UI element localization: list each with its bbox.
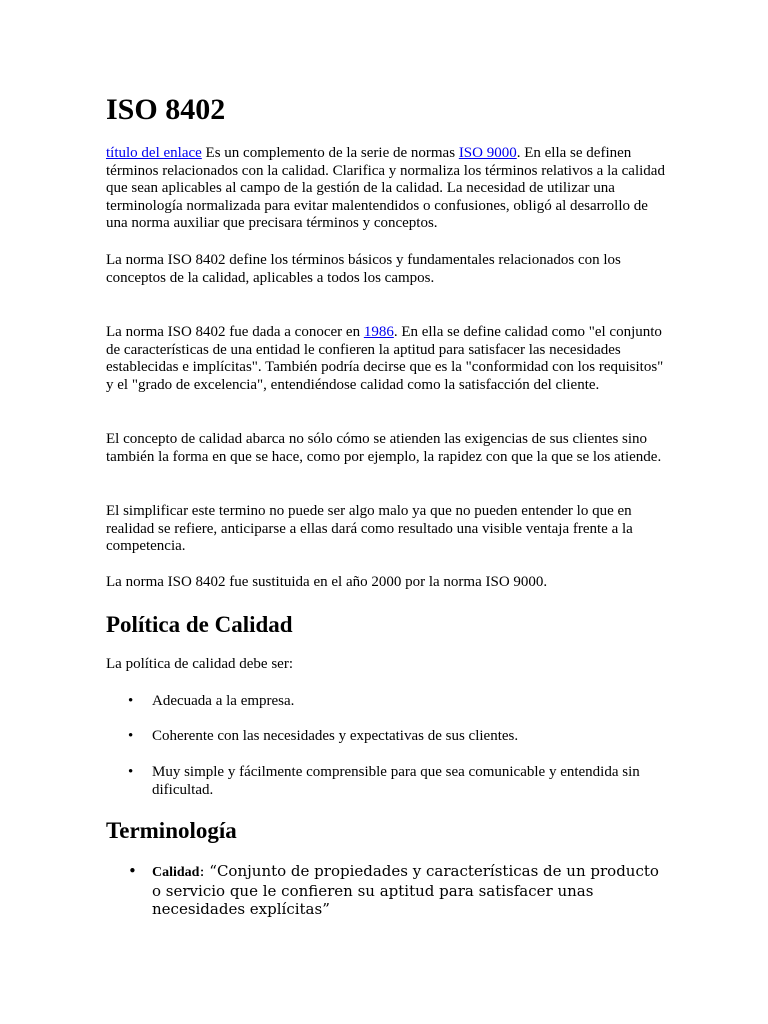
intro-text-1: Es un complemento de la serie de normas (201, 145, 459, 161)
policy-list (106, 692, 666, 710)
history-text-1: La norma ISO 8402 fue dada a conocer en (106, 324, 364, 340)
bullet-icon: • (128, 693, 134, 709)
term-name: Calidad (152, 865, 200, 880)
intro-paragraph (106, 145, 666, 233)
list-item (106, 862, 666, 918)
list-item (106, 727, 666, 745)
policy-heading: Política de Calidad (106, 612, 293, 637)
bullet-icon: • (128, 728, 134, 744)
intro-text-2: . En ella se definen términos relacionados con la calidad. Clarifica y normaliza los términos relativos a la calidad que sean aplicables al campo de la gestión de la calidad. La necesidad de utilizar una terminología normalizada para evitar malentendidos o confusiones, obligó al desarrollo de una norma auxiliar que precisara términos y conceptos. (106, 145, 665, 232)
iso-9000-link[interactable]: ISO 9000 (458, 145, 517, 161)
term-definition: : “Conjunto de propiedades y características de un producto o servicio que le confieren su aptitud para satisfacer unas necesidades explícitas” (152, 862, 659, 918)
page-title: ISO 8402 (106, 93, 226, 126)
terminology-list (106, 862, 666, 918)
history-text-2: . En ella se define calidad como "el conjunto de características de una entidad le confieren la aptitud para satisfacer las necesidades establecidas e implícitas". También podría decirse que es la "conformidad con los requisitos" y el "grado de excelencia", entendiéndose calidad como la satisfacción del cliente. (106, 324, 664, 393)
title-link[interactable]: título del enlace (106, 145, 202, 161)
simplify-paragraph: El simplificar este termino no puede ser algo malo ya que no pueden entender lo que en realidad se refiere, anticiparse a ellas dará como resultado una visible ventaja frente a la competencia. (106, 503, 633, 555)
policy-item-text: Muy simple y fácilmente comprensible para que sea comunicable y entendida sin dificultad. (152, 764, 640, 798)
policy-item-text: Adecuada a la empresa. (152, 693, 295, 709)
terminology-heading: Terminología (106, 818, 237, 843)
concept-paragraph: El concepto de calidad abarca no sólo cómo se atienden las exigencias de sus clientes sino también la forma en que se hace, como por ejemplo, la rapidez con que la que se los atiende. (106, 431, 662, 465)
policy-list (106, 763, 666, 799)
list-item (106, 692, 666, 710)
bullet-icon: • (128, 862, 137, 880)
year-1986-link[interactable]: 1986 (363, 324, 394, 340)
replacement-paragraph: La norma ISO 8402 fue sustituida en el año 2000 por la norma ISO 9000. (106, 574, 548, 590)
definition-paragraph: La norma ISO 8402 define los términos básicos y fundamentales relacionados con los conceptos de la calidad, aplicables a todos los campos. (106, 252, 621, 286)
policy-intro: La política de calidad debe ser: (106, 656, 293, 672)
policy-list (106, 727, 666, 745)
policy-item-text: Coherente con las necesidades y expectativas de sus clientes. (152, 728, 519, 744)
history-paragraph (106, 324, 666, 394)
list-item (106, 763, 666, 799)
bullet-icon: • (128, 764, 134, 780)
